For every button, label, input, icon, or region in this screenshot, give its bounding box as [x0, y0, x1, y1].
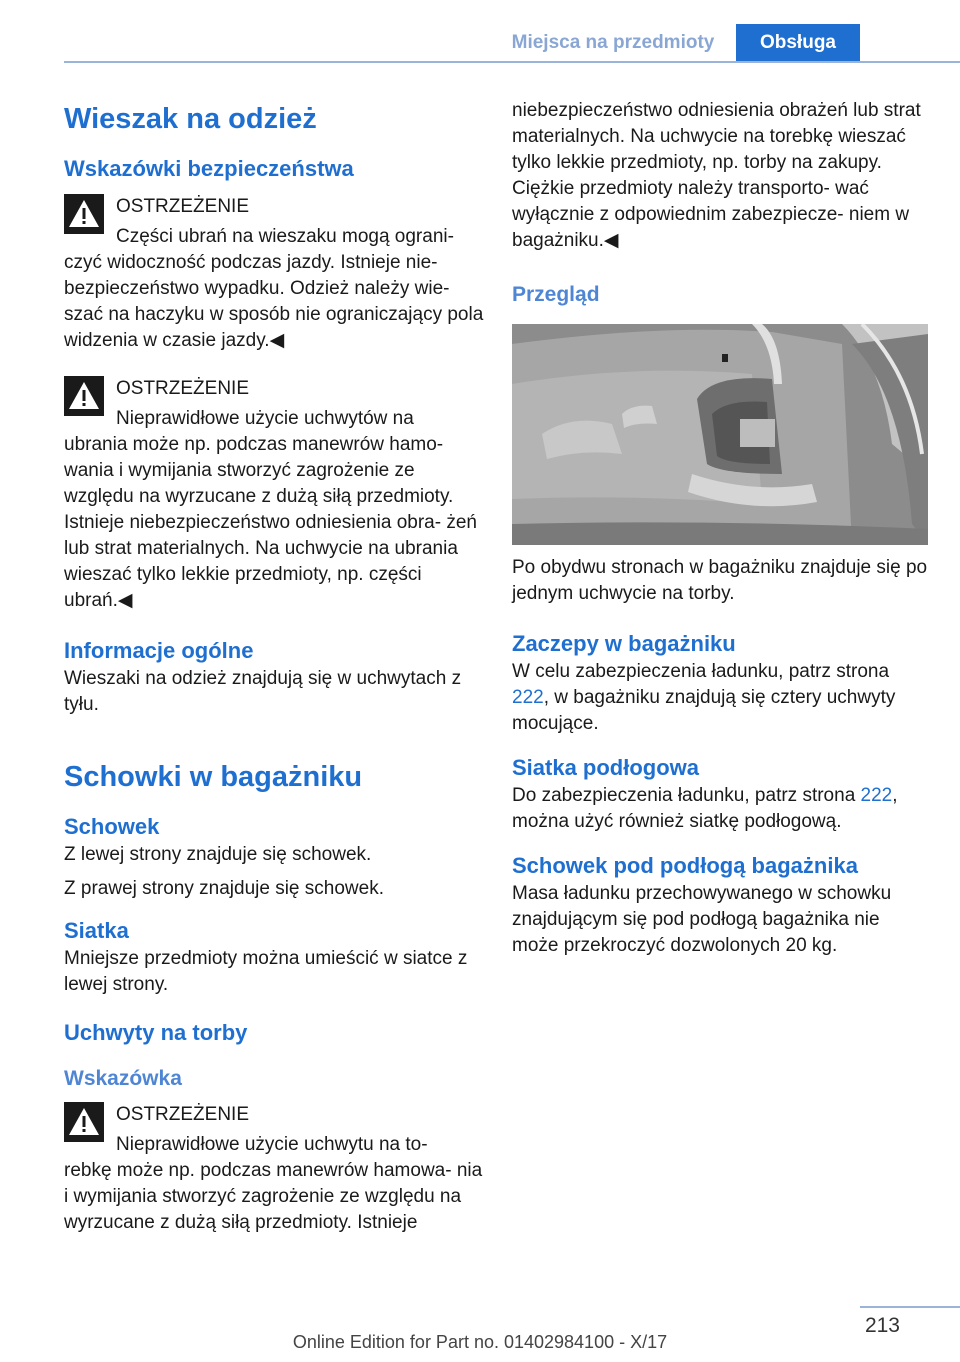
warning-text: ubrania może np. podczas manewrów hamo‐ wania i wymijania stworzyć zagrożenie ze względu na wyrzucane z dużą siłą przedmioty. Istnieje niebezpieczeństwo odniesienia obra‐ żeń lub strat materialnych. Na uchwycie na ubrania wieszać tylko lekkie przedmioty, np. części ubrań.◀ — [64, 434, 477, 611]
heading-schowek: Schowek — [64, 814, 160, 839]
heading-schowek-pod-podloga: Schowek pod podłogą bagażnika — [512, 853, 858, 878]
warning-continued-text: niebezpieczeństwo odniesienia obrażeń lub strat materialnych. Na uchwycie na torebkę wieszać tylko lekkie przedmioty, np. torby na zakupy. Ciężkie przedmioty należy transporto‐ wać wyłącznie z odpowiednim zabezpiecze‐ niem w bagażniku.◀ — [512, 100, 921, 251]
schowek-pod-podloga-text: Masa ładunku przechowywanego w schowku znajdującym się pod podłogą bagażnika nie może przekroczyć dozwolonych 20 kg. — [512, 883, 892, 956]
page-number: 213 — [864, 1314, 900, 1337]
warning-icon — [64, 1102, 104, 1142]
warning-title: OSTRZEŻENIE — [116, 196, 250, 217]
warning-text-first: Części ubrań na wieszaku mogą ograni‐ — [116, 226, 454, 247]
warning-block — [64, 1102, 484, 1236]
header-chapter-tab[interactable]: Obsługa — [736, 24, 860, 62]
warning-text-first: Nieprawidłowe użycie uchwytów na — [116, 408, 414, 429]
warning-title: OSTRZEŻENIE — [116, 1104, 250, 1125]
warning-icon — [64, 194, 104, 234]
footer-edition: Online Edition for Part no. 01402984100 - X/17 — [292, 1332, 668, 1352]
warning-text-first: Nieprawidłowe użycie uchwytu na to‐ — [116, 1134, 428, 1155]
heading-uchwyty: Uchwyty na torby — [64, 1020, 248, 1045]
heading-wskazowki: Wskazówki bezpieczeństwa — [64, 156, 354, 181]
warning-text: czyć widoczność podczas jazdy. Istnieje nie‐ bezpieczeństwo wypadku. Odzież należy wie‐ szać na haczyku w sposób nie ograniczający pola widzenia w czasie jazdy.◀ — [64, 252, 484, 351]
heading-zaczepy: Zaczepy w bagażniku — [512, 631, 736, 656]
siatka-text-a: Do zabezpieczenia ładunku, patrz strona — [512, 785, 861, 806]
page-link-222[interactable]: 222 — [512, 687, 544, 708]
siatka-podlogowa-text — [512, 783, 928, 835]
warning-block — [64, 376, 484, 614]
heading-wieszak: Wieszak na odzież — [64, 103, 317, 135]
przeglad-text: Po obydwu stronach w bagażniku znajduje się po jednym uchwycie na torby. — [512, 557, 928, 604]
header-rule — [64, 61, 960, 63]
zaczepy-text-b: , w bagażniku znajdują się cztery uchwyty mocujące. — [512, 687, 896, 734]
footer-rule — [860, 1306, 960, 1308]
trunk-photo — [512, 324, 928, 545]
header-section-tab[interactable]: Miejsca na przedmioty — [511, 32, 715, 53]
heading-przeglad: Przegląd — [512, 283, 600, 306]
info-text: Wieszaki na odzież znajdują się w uchwytach z tyłu. — [64, 668, 462, 715]
siatka-text-b: , można użyć również siatkę podłogową. — [512, 785, 898, 832]
heading-wskazowka: Wskazówka — [64, 1067, 182, 1090]
warning-title: OSTRZEŻENIE — [116, 378, 250, 399]
heading-informacje: Informacje ogólne — [64, 638, 254, 663]
warning-block — [64, 194, 484, 354]
left-column — [64, 98, 484, 1236]
zaczepy-text — [512, 659, 928, 737]
heading-siatka: Siatka — [64, 918, 129, 943]
schowek-text-1: Z lewej strony znajduje się schowek. — [64, 844, 372, 865]
page-link-222[interactable]: 222 — [860, 785, 893, 806]
warning-icon — [64, 376, 104, 416]
warning-text: rebkę może np. podczas manewrów hamowa‐ nia i wymijania stworzyć zagrożenie ze względu na wyrzucane z dużą siłą przedmioty. Istnieje — [64, 1160, 483, 1233]
heading-siatka-podlogowa: Siatka podłogowa — [512, 755, 700, 780]
schowek-text-2: Z prawej strony znajduje się schowek. — [64, 878, 384, 899]
right-column — [512, 98, 928, 959]
zaczepy-text-a: W celu zabezpieczenia ładunku, patrz strona — [512, 661, 890, 682]
heading-schowki: Schowki w bagażniku — [64, 761, 363, 793]
siatka-text: Mniejsze przedmioty można umieścić w siatce z lewej strony. — [64, 948, 468, 995]
